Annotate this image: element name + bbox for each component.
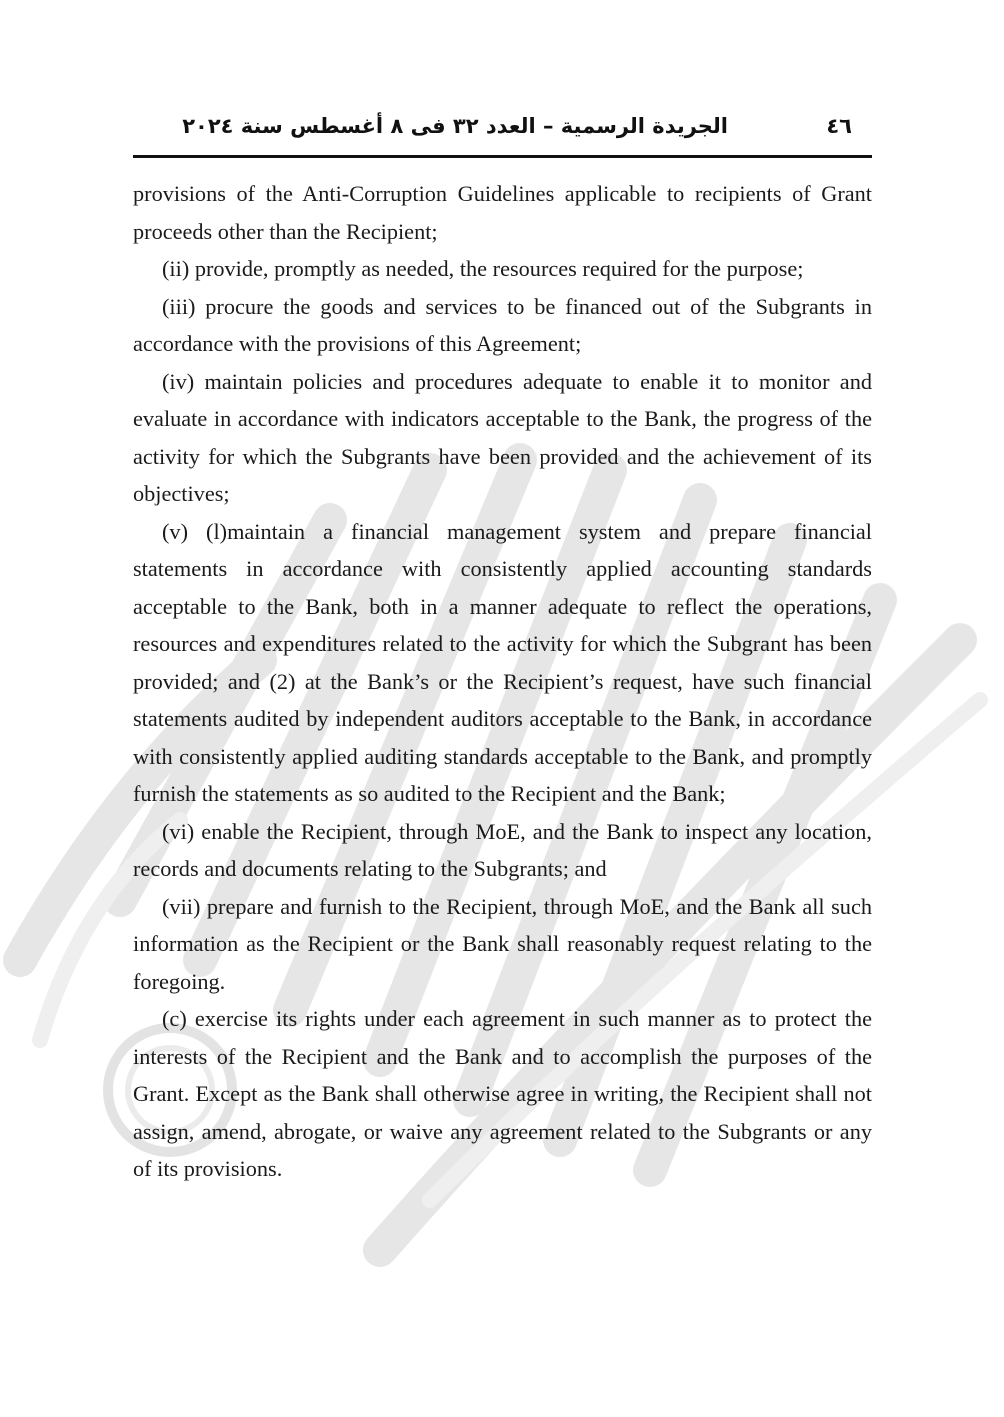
paragraph-item-c: (c) exercise its rights under each agreement in such manner as to protect the interests of the Recipient and the Bank and to accomplish the purposes of the Grant. Except as the Bank shall otherwise agree in writing, the Recipient shall not assign, amend, abrogate, or waive any agreement related to the Subgrants or any of its provisions.	[133, 1006, 872, 1181]
paragraph-item-vi: (vi) enable the Recipient, through MoE, and the Bank to inspect any location, records and documents relating to the Subgrants; and	[133, 818, 872, 881]
paragraph-item-v: (v) (l)maintain a financial management system and prepare financial statements in accordance with consistently applied accounting standards acceptable to the Bank, both in a manner adequate to reflect the operations, resources and expenditures related to the activity for which the Subgrant has been provided; and (2) at the Bank’s or the Recipient’s request, have such financial statements audited by independent auditors acceptable to the Bank, in accordance with consistently applied auditing standards acceptable to the Bank, and promptly furnish the statements as so audited to the Recipient and the Bank;	[133, 518, 872, 806]
header-divider	[133, 155, 872, 158]
page-header	[133, 108, 872, 152]
paragraph-item-ii: (ii) provide, promptly as needed, the resources required for the purpose;	[162, 256, 804, 281]
paragraph-continuation: provisions of the Anti-Corruption Guidelines applicable to recipients of Grant proceeds other than the Recipient;	[133, 181, 872, 244]
paragraph-item-iv: (iv) maintain policies and procedures adequate to enable it to monitor and evaluate in accordance with indicators acceptable to the Bank, the progress of the activity for which the Subgrants have been provided and the achievement of its objectives;	[133, 368, 872, 506]
paragraph-item-vii: (vii) prepare and furnish to the Recipient, through MoE, and the Bank all such information as the Recipient or the Bank shall reasonably request relating to the foregoing.	[133, 893, 872, 994]
gazette-title: الجريدة الرسمية – العدد ٣٢ فى ٨ أغسطس سنة ٢٠٢٤	[182, 114, 728, 138]
paragraph-item-iii: (iii) procure the goods and services to be financed out of the Subgrants in accordance with the provisions of this Agreement;	[133, 293, 872, 356]
document-body	[133, 175, 872, 1188]
page-number: ٤٦	[826, 114, 852, 138]
